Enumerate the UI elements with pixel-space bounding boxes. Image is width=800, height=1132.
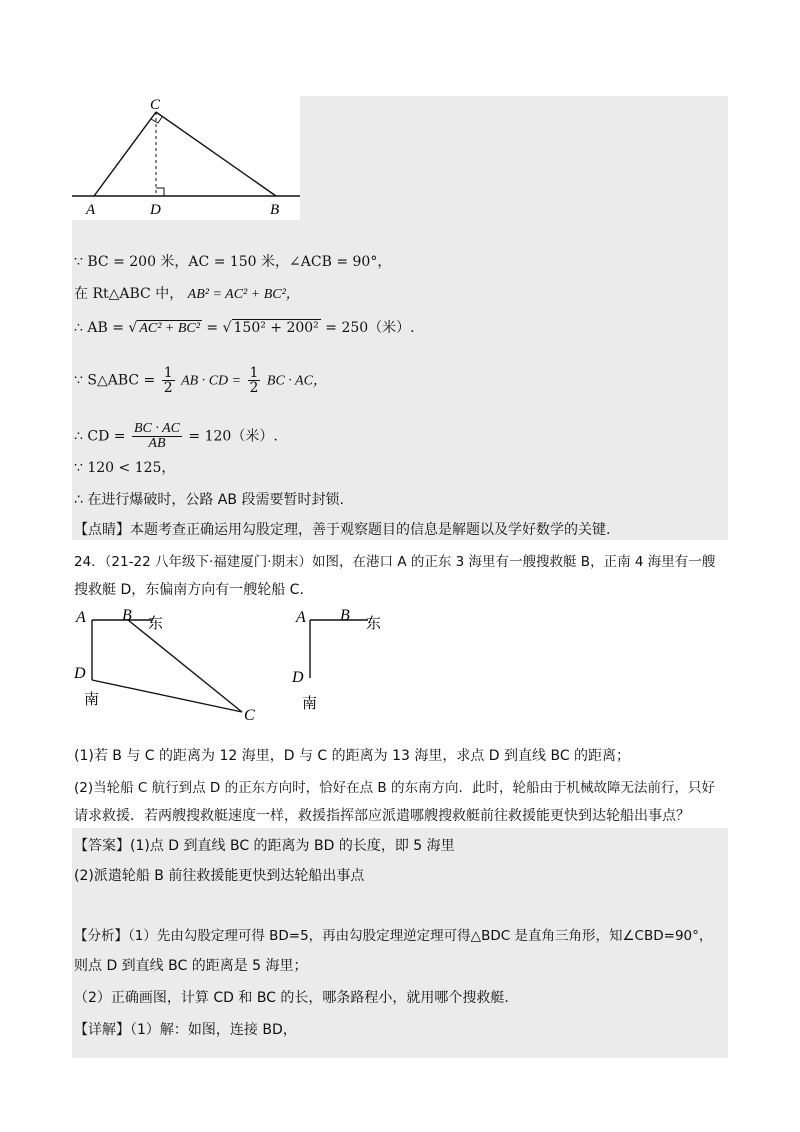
- figure-ships-1: [72, 600, 272, 728]
- question-line-2: 搜救艇 D，东偏南方向有一艘轮船 C.: [74, 582, 304, 598]
- analysis-line-3: （2）正确画图，计算 CD 和 BC 的长，哪条路程小，就用哪个搜救艇.: [74, 990, 509, 1006]
- label-c: C: [150, 97, 161, 113]
- label-b: B: [270, 202, 280, 218]
- fraction-half-1: $\frac{1}{2}$: [163, 365, 173, 396]
- triangle-figure: [72, 96, 302, 220]
- sqrt-ac-bc: AC² + BC²: [139, 321, 200, 336]
- detail-line-1: 【详解】（1）解：如图，连接 BD，: [74, 1022, 297, 1038]
- solution-line-2: [74, 284, 300, 305]
- figure-ships-2: [290, 600, 410, 720]
- fig3-label-d: D: [292, 669, 304, 686]
- answer-line-2: (2)派遣轮船 B 前往救援能更快到达轮船出事点: [74, 868, 365, 884]
- fig2-label-d: D: [74, 665, 86, 682]
- solution-line-7: ∴ 在进行爆破时，公路 AB 段需要暂时封锁.: [74, 492, 344, 508]
- fig3-label-b: B: [340, 607, 350, 624]
- area-prefix: ∵ S△ABC =: [74, 372, 156, 389]
- fig2-label-c: C: [244, 707, 255, 724]
- sub-question-1: (1)若 B 与 C 的距离为 12 海里，D 与 C 的距离为 13 海里，求点 D 到直线 BC 的距离；: [74, 748, 631, 764]
- fig2-label-b: B: [122, 607, 132, 624]
- fig3-label-a: A: [296, 609, 306, 626]
- solution-line-3-result: = 250（米）.: [325, 320, 415, 336]
- solution-line-3: ∴ AB = √ AC² + BC² = √ 150² + 200² = 250（米）.: [74, 320, 415, 336]
- area-mid: AB · CD =: [181, 373, 242, 389]
- sub-question-2b: 请求救援．若两艘搜救艇速度一样，救援指挥部应派遣哪艘搜救艇前往救援能更快到达轮船出事点？: [74, 808, 690, 824]
- solution-line-3-eq: =: [206, 320, 219, 336]
- cd-prefix: ∴ CD =: [74, 428, 126, 445]
- solution-line-2-prefix: 在 Rt△ABC 中，: [74, 286, 184, 302]
- cd-end: = 120（米）.: [188, 428, 278, 445]
- label-a: A: [86, 202, 96, 218]
- solution-line-6: ∵ 120 < 125，: [74, 460, 176, 476]
- solution-line-4: [74, 366, 327, 395]
- fig3-label-east: 东: [366, 616, 382, 632]
- comment-line: 【点睛】本题考查正确运用勾股定理，善于观察题目的信息是解题以及学好数学的关键.: [74, 522, 611, 538]
- question-line-1: 24．（21-22 八年级下·福建厦门·期末）如图，在港口 A 的正东 3 海里有一艘搜救艇 B，正南 4 海里有一艘: [74, 554, 716, 570]
- fraction-half-2: $\frac{1}{2}$: [249, 365, 259, 396]
- solution-line-1: ∵ BC = 200 米，AC = 150 米，∠ACB = 90°，: [74, 254, 392, 270]
- fig2-label-a: A: [76, 609, 86, 626]
- solution-line-3-prefix: ∴ AB =: [74, 320, 124, 336]
- answer-line-1: 【答案】(1)点 D 到直线 BC 的距离为 BD 的长度，即 5 海里: [74, 838, 455, 854]
- solution-line-5: [74, 422, 278, 451]
- fig2-label-south: 南: [84, 692, 100, 708]
- fig2-label-east: 东: [148, 616, 164, 632]
- fig3-label-south: 南: [302, 696, 318, 712]
- solution-line-2-formula: AB² = AC² + BC²，: [187, 287, 300, 302]
- sqrt-150-200: 150² + 200²: [233, 320, 319, 336]
- fraction-cd: $\frac{BC \cdot AC}{AB}$: [133, 421, 180, 451]
- analysis-line-2: 则点 D 到直线 BC 的距离是 5 海里；: [74, 958, 308, 974]
- sub-question-2a: (2)当轮船 C 航行到点 D 的正东方向时，恰好在点 B 的东南方向．此时，轮船由于机械故障无法前行，只好: [74, 780, 715, 796]
- label-d: D: [150, 202, 161, 218]
- analysis-line-1: 【分析】（1）先由勾股定理可得 BD=5，再由勾股定理逆定理可得△BDC 是直角三角形，知∠CBD=90°，: [74, 928, 713, 944]
- area-end: BC · AC，: [266, 373, 327, 389]
